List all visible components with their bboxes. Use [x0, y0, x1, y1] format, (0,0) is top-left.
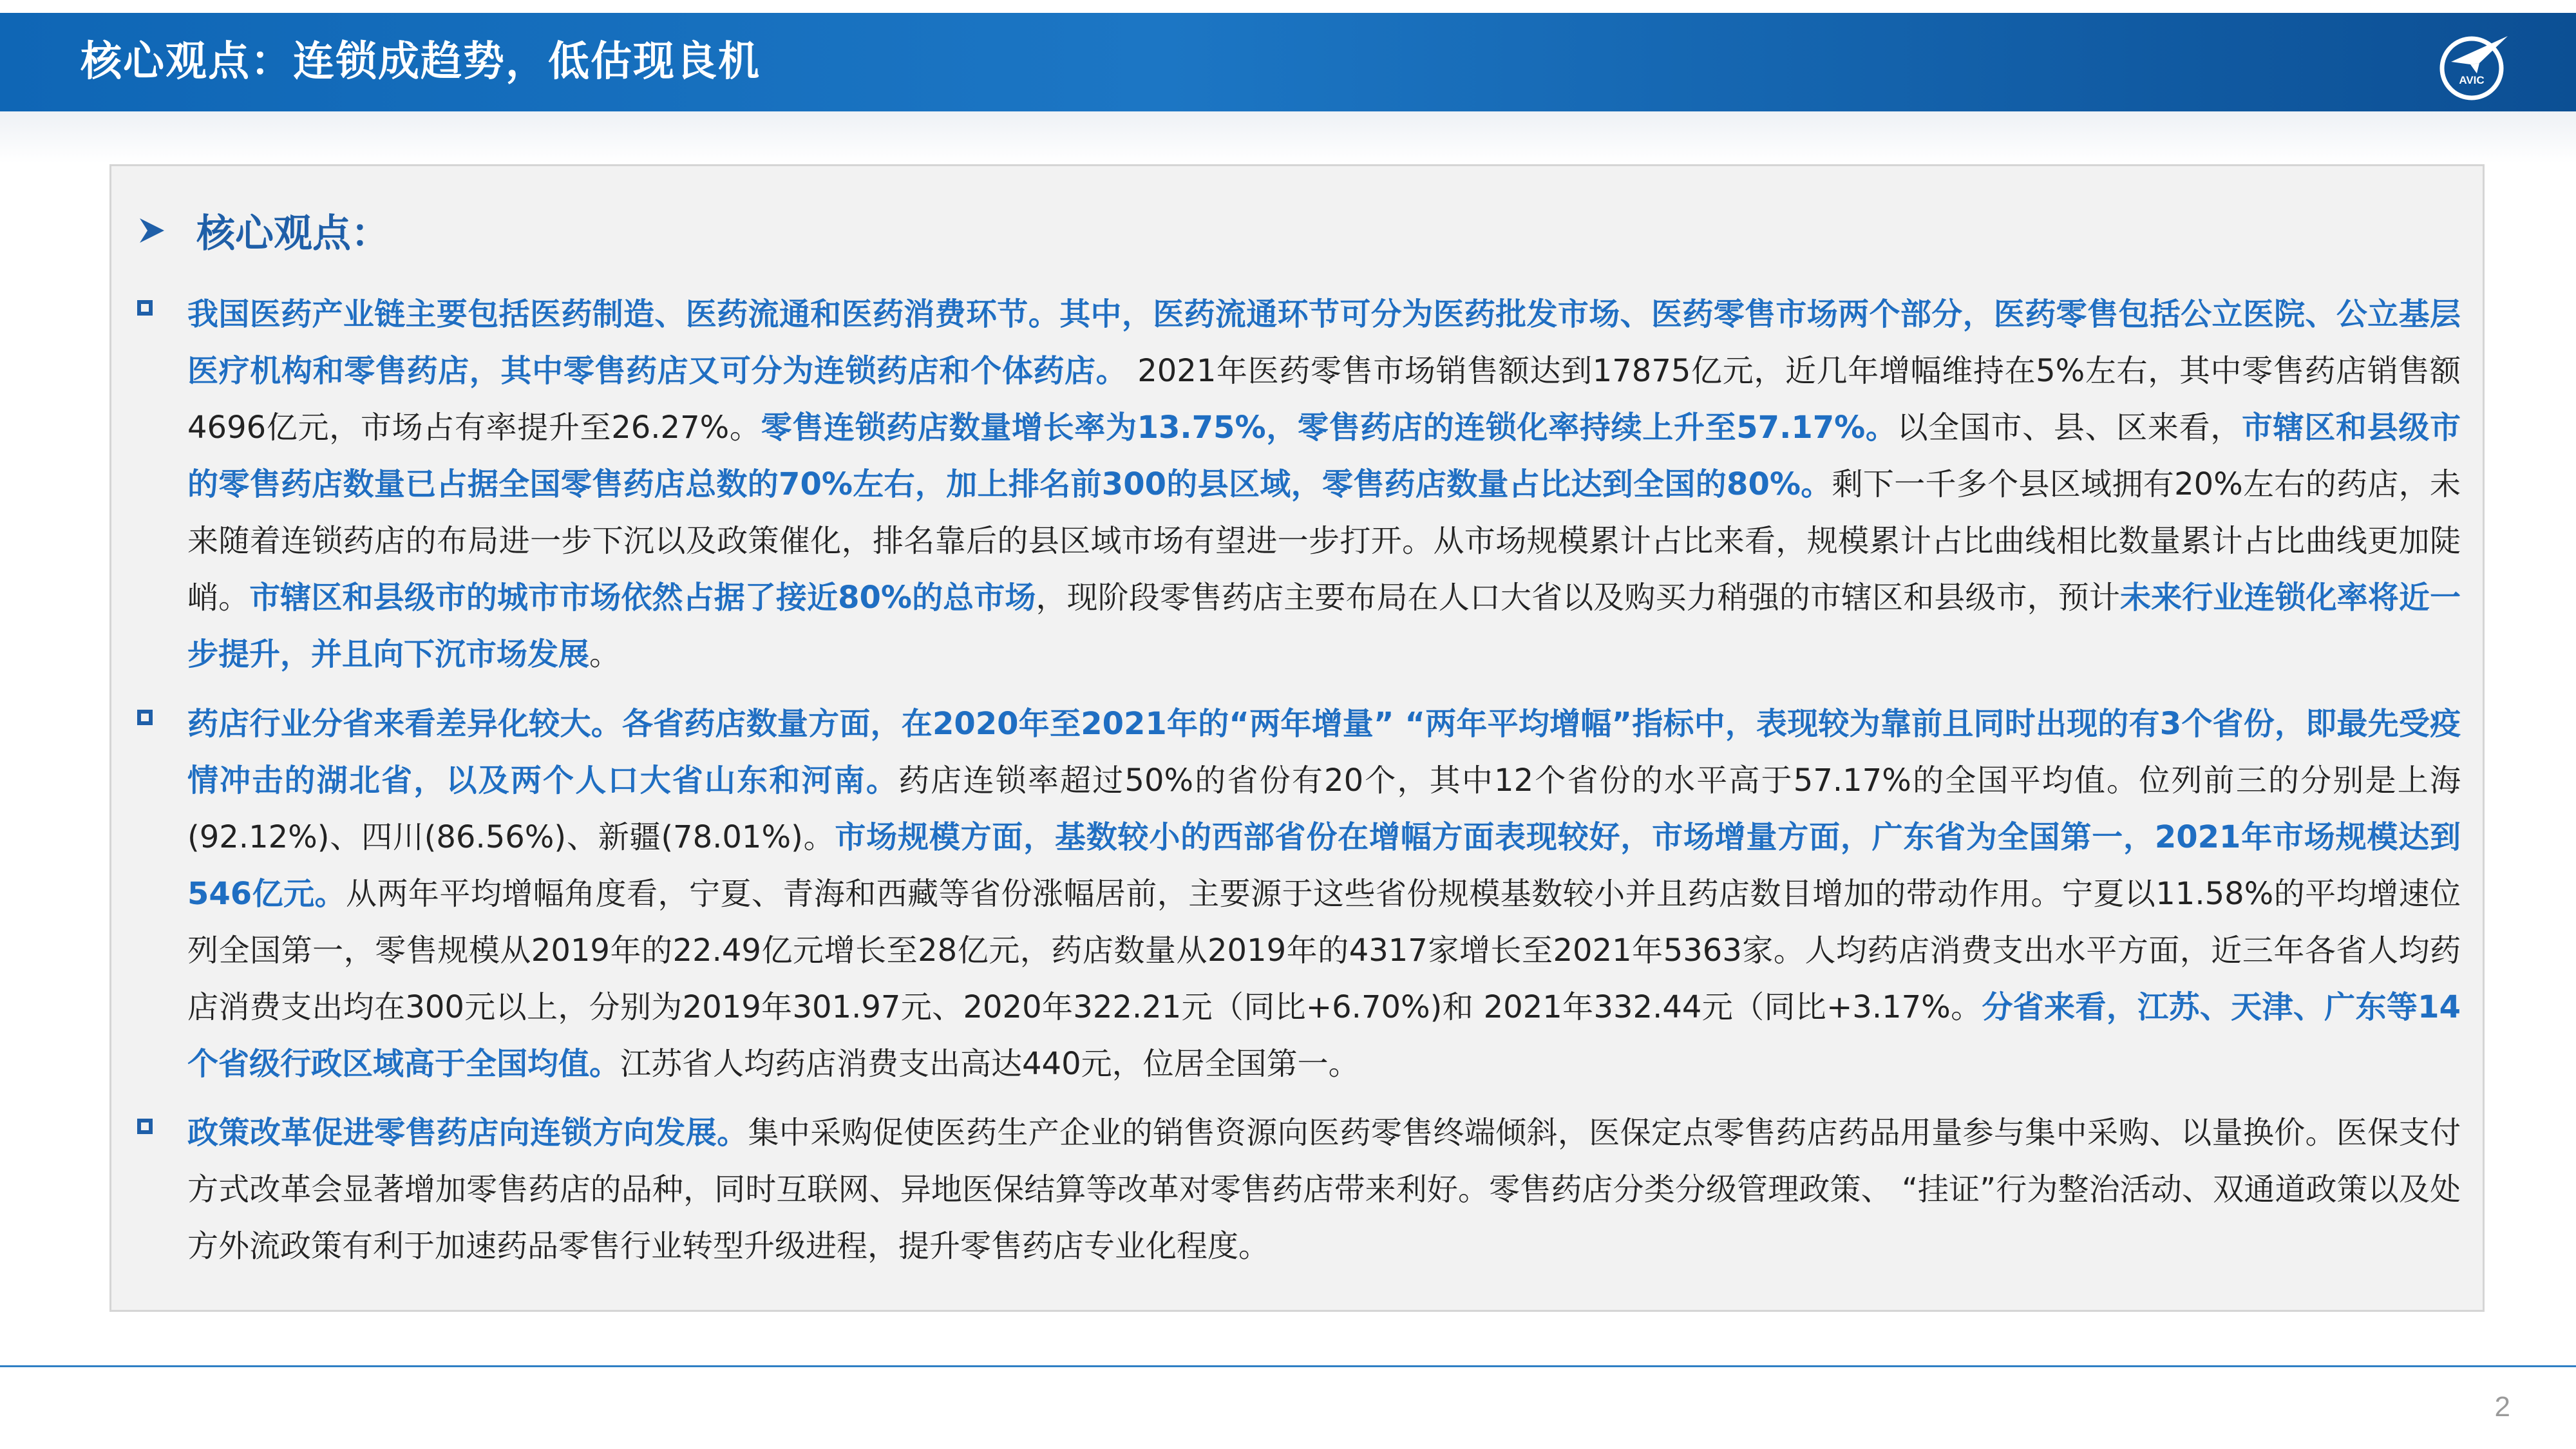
body-text: 集中采购促使医药生产企业的销售资源向医药零售终端倾斜，医保定点零售药店药品用量参与集中采购、以量换价。医保支付方式改革会显著增加零售药店的品种，同时互联网、异地医保结算等改革对零售药店带来利好。零售药店分类分级管理政策、 “挂证”行为整治活动、双通道政策以及处方外流政策有利于加速药品零售行业转型升级进程，提升零售药店专业化程度。: [187, 1115, 2461, 1264]
page-number: 2: [2494, 1391, 2510, 1423]
body-text: 江苏省人均药店消费支出高达440元，位居全国第一。: [620, 1046, 1359, 1082]
title-bar: [0, 13, 2576, 111]
section-heading: [137, 205, 390, 256]
body-text: 从两年平均增幅角度看，宁夏、青海和西藏等省份涨幅居前，主要源于这些省份规模基数较小并且药店数目增加的带动作用。宁夏以11.58%的平均增速位列全国第一，零售规模从2019年的22.49亿元增长至28亿元，药店数量从2019年的4317家增长至2021年5363家。人均药店消费支出水平方面，近三年各省人均药店消费支出均在300元以上，分别为2019年301.97元、2020年322.21元（同比+6.70%)和 2021年332.44元（同比+3.17%。: [187, 876, 2461, 1025]
section-title: 核心观点：: [196, 211, 390, 256]
square-bullet-icon: [137, 300, 153, 316]
square-bullet-icon: [137, 710, 153, 725]
highlight-text: 市辖区和县级市的城市市场依然占据了接近80%的总市场: [249, 580, 1036, 616]
body-text: ，现阶段零售药店主要布局在人口大省以及购买力稍强的市辖区和县级市，预计: [1036, 580, 2120, 616]
body-text: 以全国市、县、区来看，: [1897, 410, 2242, 446]
body-text: 剩下一千多个县区域拥有20%左右的药店，未来随着连锁药店的布局进一步下沉以及政策催化，排名靠后的县区域市场有望进一步打开。从市场规模累计占比来看，规模累计占比曲线相比数量累计占比曲线更加陡峭。: [187, 466, 2461, 616]
arrow-bullet-icon: [137, 216, 167, 245]
avic-logo-icon: [2432, 31, 2515, 102]
body-text: 药店连锁率超过50%的省份有20个，其中12个省份的水平高于57.17%的全国平均值。位列前三的分别是上海(92.12%)、四川(86.56%)、新疆(78.01%)。: [187, 762, 2461, 855]
highlight-text: 未来行业连锁化率将近一步提升，并且向下沉市场发展: [187, 580, 2461, 672]
paragraph-text: [187, 1104, 2461, 1274]
page-title: 核心观点：连锁成趋势，低估现良机: [80, 38, 761, 86]
highlight-text: 市场规模方面，基数较小的西部省份在增幅方面表现较好，市场增量方面，广东省为全国第一，2021年市场规模达到546亿元。: [187, 819, 2461, 912]
paragraph-text: [187, 696, 2461, 1092]
square-bullet-icon: [137, 1119, 153, 1134]
highlight-text: 政策改革促进零售药店向连锁方向发展。: [187, 1115, 748, 1151]
header-shadow: [0, 111, 2576, 163]
paragraph-2: [137, 696, 2461, 1092]
content-panel: [109, 164, 2485, 1312]
highlight-text: 市辖区和县级市的零售药店数量已占据全国零售药店总数的70%左右，加上排名前300的县区域，零售药店数量占比达到全国的80%。: [187, 410, 2461, 502]
body-text: 2021年医药零售市场销售额达到17875亿元，近几年增幅维持在5%左右，其中零售药店销售额4696亿元，市场占有率提升至26.27%。: [187, 353, 2461, 446]
paragraph-1: [137, 286, 2461, 683]
paragraph-text: [187, 286, 2461, 683]
highlight-text: 分省来看，江苏、天津、广东等14个省级行政区域高于全国均值。: [187, 989, 2461, 1082]
highlight-text: 零售连锁药店数量增长率为13.75%，零售药店的连锁化率持续上升至57.17%。: [761, 410, 1897, 446]
highlight-text: 我国医药产业链主要包括医药制造、医药流通和医药消费环节。其中，医药流通环节可分为医药批发市场、医药零售市场两个部分，医药零售包括公立医院、公立基层医疗机构和零售药店，其中零售药店又可分为连锁药店和个体药店。: [187, 296, 2461, 389]
footer-divider: [0, 1365, 2576, 1367]
highlight-text: 药店行业分省来看差异化较大。各省药店数量方面，在2020年至2021年的“两年增量” “两年平均增幅”指标中，表现较为靠前且同时出现的有3个省份，即最先受疫情冲击的湖北省，以及两个人口大省山东和河南。: [187, 706, 2461, 799]
logo-text: AVIC: [2459, 74, 2485, 86]
paragraph-3: [137, 1104, 2461, 1274]
body-text: 。: [589, 636, 621, 672]
